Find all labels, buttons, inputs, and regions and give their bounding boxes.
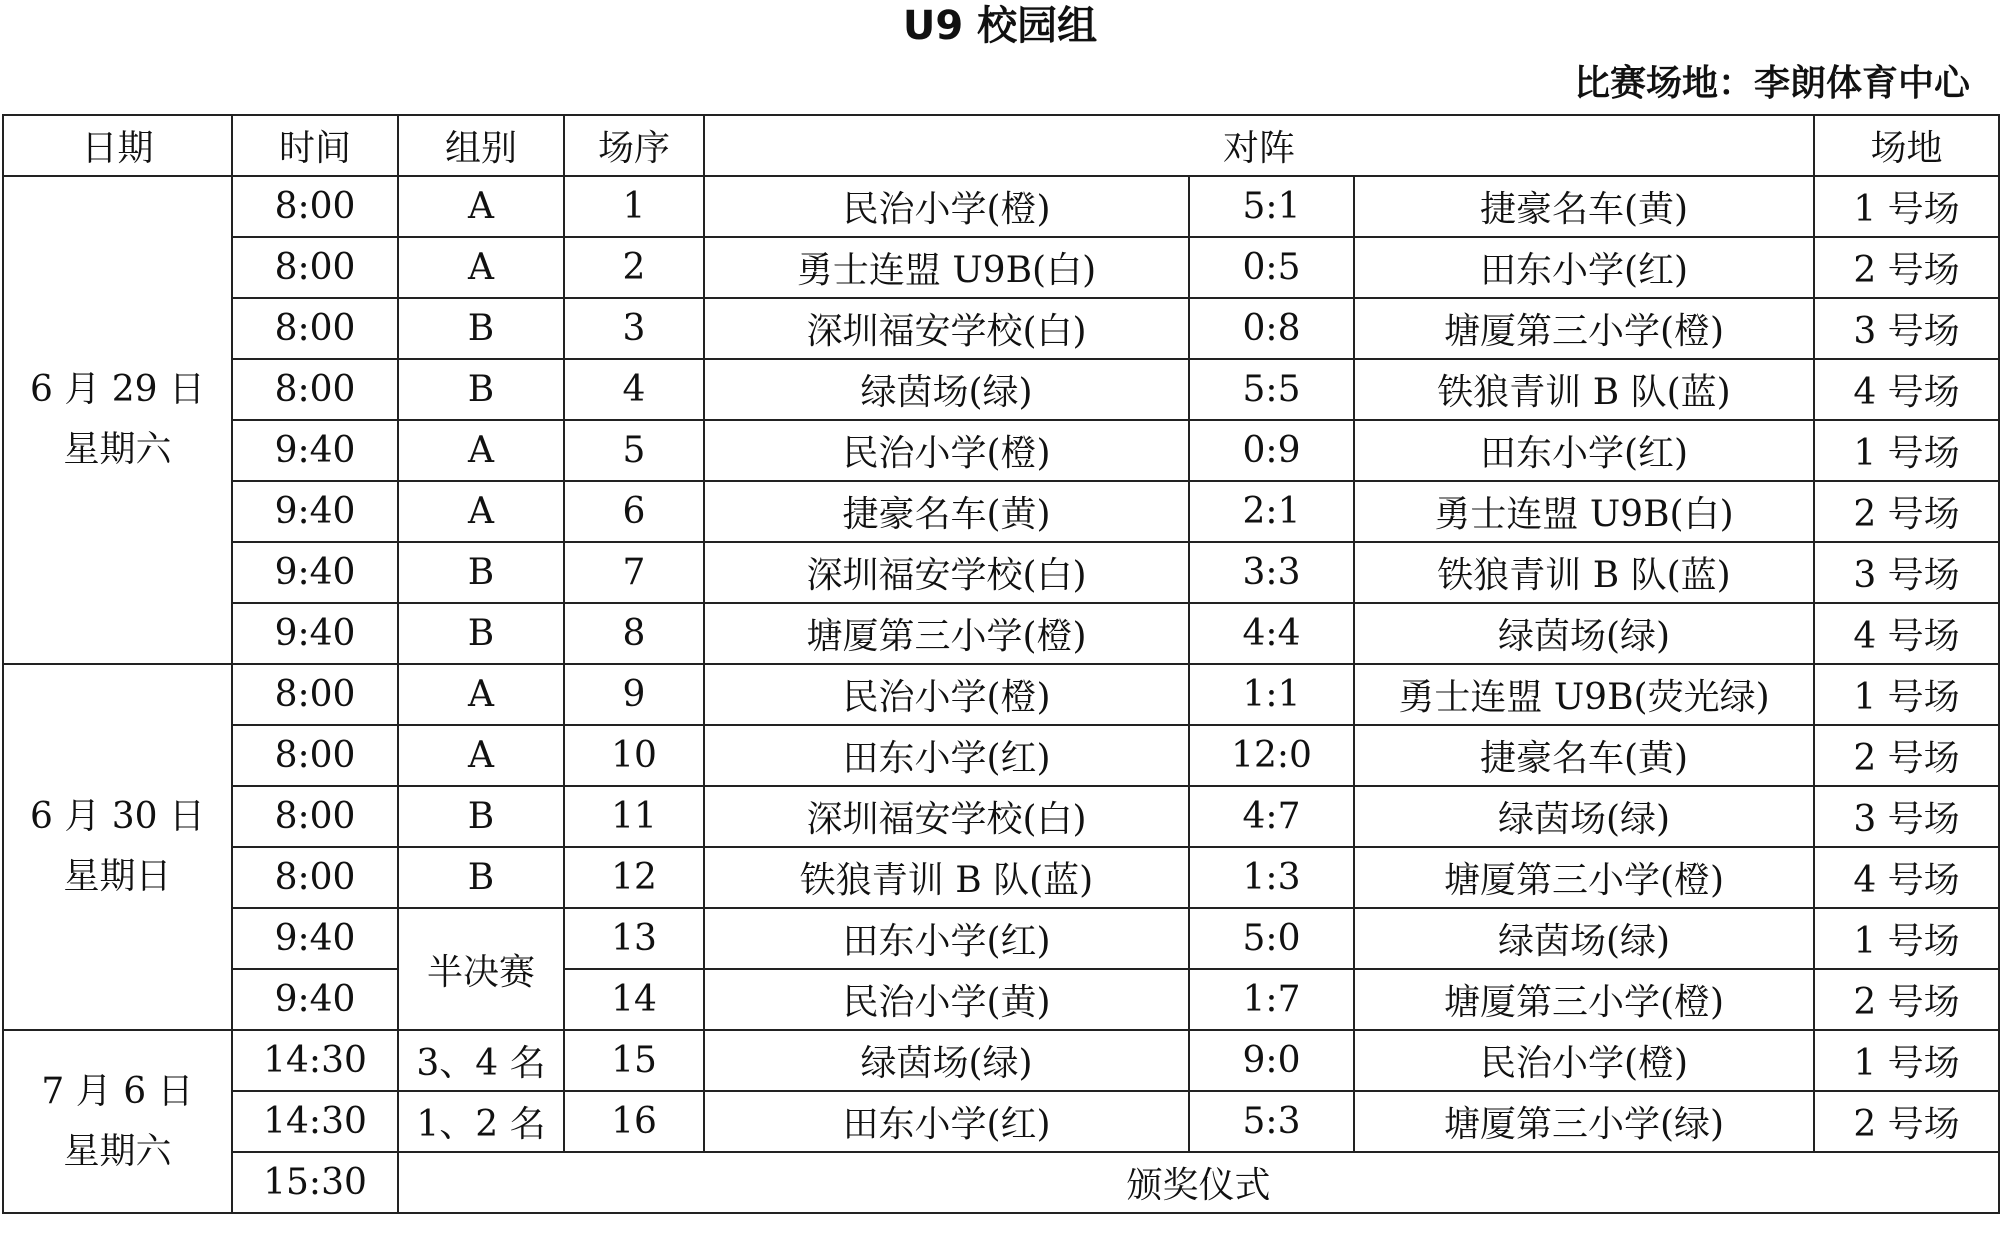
venue-label: 比赛场地：李朗体育中心 [1573,63,1970,104]
score-cell: 0:9 [1189,420,1354,481]
field-cell: 1 号场 [1814,908,1999,969]
group-cell: B [398,603,564,664]
score-cell: 4:4 [1189,603,1354,664]
time-cell: 9:40 [232,542,398,603]
field-cell: 2 号场 [1814,725,1999,786]
time-cell: 15:30 [232,1152,398,1213]
time-cell: 9:40 [232,969,398,1030]
home-team-cell: 田东小学(红) [704,1091,1189,1152]
header-group: 组别 [398,115,564,176]
weekday-text: 星期六 [63,429,172,470]
group-cell: B [398,786,564,847]
date-cell-day2 [3,664,232,1030]
home-team-cell: 田东小学(红) [704,725,1189,786]
header-match: 对阵 [704,115,1814,176]
field-cell: 4 号场 [1814,603,1999,664]
away-team-cell: 铁狼青训 B 队(蓝) [1354,542,1814,603]
away-team-cell: 田东小学(红) [1354,237,1814,298]
table-row [3,908,1999,969]
field-cell: 3 号场 [1814,542,1999,603]
field-cell: 1 号场 [1814,1030,1999,1091]
seq-cell: 16 [564,1091,704,1152]
time-cell: 14:30 [232,1030,398,1091]
time-cell: 9:40 [232,603,398,664]
time-cell: 8:00 [232,786,398,847]
table-row [3,969,1999,1030]
table-row [3,847,1999,908]
field-cell: 1 号场 [1814,176,1999,237]
away-team-cell: 绿茵场(绿) [1354,786,1814,847]
time-cell: 8:00 [232,237,398,298]
away-team-cell: 塘厦第三小学(橙) [1354,298,1814,359]
group-cell: A [398,725,564,786]
date-cell-day1 [3,176,232,664]
group-cell: A [398,664,564,725]
group-cell: B [398,359,564,420]
away-team-cell: 绿茵场(绿) [1354,603,1814,664]
group-cell: B [398,847,564,908]
header-seq: 场序 [564,115,704,176]
score-cell: 5:3 [1189,1091,1354,1152]
away-team-cell: 田东小学(红) [1354,420,1814,481]
group-cell-semifinal: 半决赛 [398,908,564,1030]
home-team-cell: 民治小学(橙) [704,664,1189,725]
seq-cell: 13 [564,908,704,969]
field-cell: 2 号场 [1814,969,1999,1030]
group-cell: A [398,420,564,481]
table-row [3,237,1999,298]
away-team-cell: 捷豪名车(黄) [1354,176,1814,237]
field-cell: 3 号场 [1814,786,1999,847]
time-cell: 8:00 [232,847,398,908]
home-team-cell: 深圳福安学校(白) [704,542,1189,603]
score-cell: 0:8 [1189,298,1354,359]
home-team-cell: 民治小学(橙) [704,420,1189,481]
score-cell: 5:0 [1189,908,1354,969]
field-cell: 4 号场 [1814,847,1999,908]
score-cell: 5:5 [1189,359,1354,420]
home-team-cell: 勇士连盟 U9B(白) [704,237,1189,298]
time-cell: 8:00 [232,298,398,359]
field-cell: 1 号场 [1814,420,1999,481]
seq-cell: 15 [564,1030,704,1091]
home-team-cell: 深圳福安学校(白) [704,298,1189,359]
seq-cell: 10 [564,725,704,786]
schedule-table [2,114,2000,1214]
away-team-cell: 塘厦第三小学(绿) [1354,1091,1814,1152]
header-field: 场地 [1814,115,1999,176]
score-cell: 1:3 [1189,847,1354,908]
time-cell: 14:30 [232,1091,398,1152]
time-cell: 8:00 [232,176,398,237]
weekday-text: 星期日 [63,856,172,897]
group-cell: 3、4 名 [398,1030,564,1091]
time-cell: 8:00 [232,664,398,725]
away-team-cell: 铁狼青训 B 队(蓝) [1354,359,1814,420]
seq-cell: 14 [564,969,704,1030]
seq-cell: 12 [564,847,704,908]
seq-cell: 6 [564,481,704,542]
header-date: 日期 [3,115,232,176]
seq-cell: 4 [564,359,704,420]
table-row [3,1091,1999,1152]
away-team-cell: 塘厦第三小学(橙) [1354,969,1814,1030]
home-team-cell: 民治小学(橙) [704,176,1189,237]
table-row [3,298,1999,359]
table-row [3,603,1999,664]
group-cell: B [398,298,564,359]
ceremony-cell: 颁奖仪式 [398,1152,1999,1213]
table-row [3,1030,1999,1091]
date-text: 7 月 6 日 [41,1070,194,1112]
seq-cell: 1 [564,176,704,237]
time-cell: 9:40 [232,420,398,481]
score-cell: 0:5 [1189,237,1354,298]
table-row-ceremony [3,1152,1999,1213]
field-cell: 2 号场 [1814,481,1999,542]
group-cell: A [398,176,564,237]
group-cell: A [398,237,564,298]
score-cell: 12:0 [1189,725,1354,786]
table-row [3,664,1999,725]
seq-cell: 11 [564,786,704,847]
time-cell: 9:40 [232,908,398,969]
home-team-cell: 绿茵场(绿) [704,1030,1189,1091]
page-title: U9 校园组 [902,3,1098,49]
score-cell: 4:7 [1189,786,1354,847]
table-row [3,481,1999,542]
group-cell: B [398,542,564,603]
home-team-cell: 捷豪名车(黄) [704,481,1189,542]
score-cell: 9:0 [1189,1030,1354,1091]
seq-cell: 9 [564,664,704,725]
field-cell: 4 号场 [1814,359,1999,420]
away-team-cell: 民治小学(橙) [1354,1030,1814,1091]
date-text: 6 月 30 日 [29,796,206,837]
field-cell: 2 号场 [1814,1091,1999,1152]
away-team-cell: 勇士连盟 U9B(荧光绿) [1354,664,1814,725]
score-cell: 2:1 [1189,481,1354,542]
score-cell: 3:3 [1189,542,1354,603]
score-cell: 5:1 [1189,176,1354,237]
score-cell: 1:1 [1189,664,1354,725]
table-row [3,420,1999,481]
weekday-text: 星期六 [63,1130,172,1172]
seq-cell: 5 [564,420,704,481]
field-cell: 1 号场 [1814,664,1999,725]
group-cell: A [398,481,564,542]
home-team-cell: 塘厦第三小学(橙) [704,603,1189,664]
header-row [3,115,1999,176]
table-row [3,176,1999,237]
time-cell: 8:00 [232,359,398,420]
field-cell: 2 号场 [1814,237,1999,298]
seq-cell: 2 [564,237,704,298]
home-team-cell: 绿茵场(绿) [704,359,1189,420]
time-cell: 9:40 [232,481,398,542]
home-team-cell: 田东小学(红) [704,908,1189,969]
table-row [3,786,1999,847]
seq-cell: 7 [564,542,704,603]
header-time: 时间 [232,115,398,176]
date-text: 6 月 29 日 [29,369,206,410]
home-team-cell: 铁狼青训 B 队(蓝) [704,847,1189,908]
away-team-cell: 捷豪名车(黄) [1354,725,1814,786]
table-row [3,542,1999,603]
group-cell: 1、2 名 [398,1091,564,1152]
home-team-cell: 民治小学(黄) [704,969,1189,1030]
score-cell: 1:7 [1189,969,1354,1030]
field-cell: 3 号场 [1814,298,1999,359]
away-team-cell: 塘厦第三小学(橙) [1354,847,1814,908]
home-team-cell: 深圳福安学校(白) [704,786,1189,847]
date-cell-day3 [3,1030,232,1213]
seq-cell: 8 [564,603,704,664]
away-team-cell: 勇士连盟 U9B(白) [1354,481,1814,542]
seq-cell: 3 [564,298,704,359]
away-team-cell: 绿茵场(绿) [1354,908,1814,969]
table-row [3,359,1999,420]
time-cell: 8:00 [232,725,398,786]
table-row [3,725,1999,786]
